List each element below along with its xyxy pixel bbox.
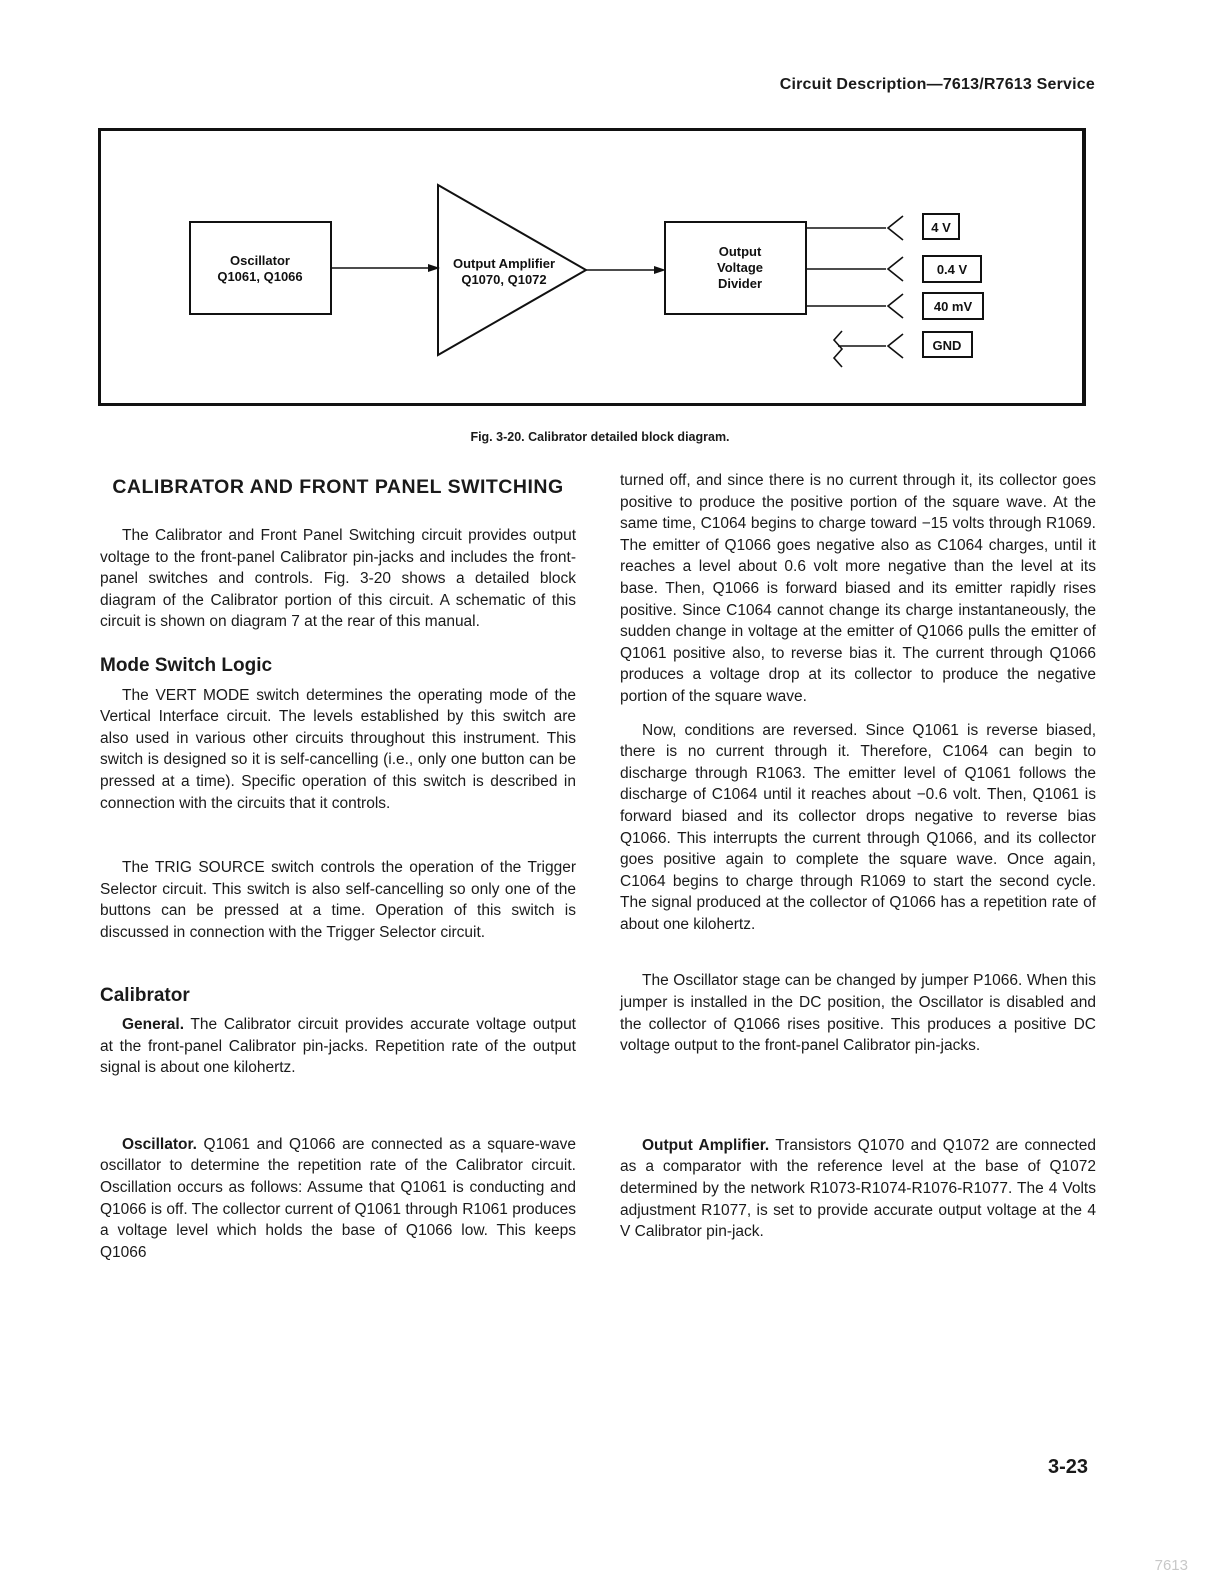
- mode-switch-logic-heading: Mode Switch Logic: [100, 654, 273, 676]
- running-header: Circuit Description—7613/R7613 Service: [779, 76, 1095, 93]
- oscillator-lead: Oscillator.: [122, 1135, 197, 1153]
- output-voltage-divider-block: [665, 222, 806, 314]
- jack-label-0-4v: [923, 256, 981, 282]
- output-line-4v: [806, 216, 903, 240]
- divider-label-output: Output: [718, 244, 762, 259]
- oscillator-block: [190, 222, 331, 314]
- ground-line: [834, 331, 903, 367]
- jumper-paragraph: The Oscillator stage can be changed by jumper P1066. When this jumper is installed in the DC position, the Oscillator is disabled and the collector of Q1066 rises positive. This produces a positive DC voltage output to the front-panel Calibrator pin-jacks.: [620, 972, 1096, 1055]
- output-amplifier-paragraph: [620, 1135, 1096, 1243]
- output-amplifier-lead: Output Amplifier.: [642, 1136, 770, 1154]
- svg-text:GND: GND: [932, 338, 962, 353]
- arrow-oscillator-to-amplifier: [331, 264, 440, 272]
- svg-text:4 V: 4 V: [931, 220, 951, 235]
- calibrator-heading: Calibrator: [100, 984, 190, 1006]
- general-lead: General.: [122, 1016, 185, 1034]
- jack-label-4v: [923, 214, 959, 239]
- trig-source-paragraph: The TRIG SOURCE switch controls the operation of the Trigger Selector circuit. This switch is also self-cancelling so only one of the buttons can be pressed at a time. Operation of this switch is discussed in connection with the Trigger Selector circuit.: [100, 859, 576, 941]
- oscillator-continued-paragraph: turned off, and since there is no current through it, its collector goes positive to produce the positive portion of the square wave. At the same time, C1064 begins to charge toward −15 volts through R1069. The emitter of Q1066 goes negative also as C1064 charges, until it reaches a level about 0.6 volt more negative than the level at its base. Then, Q1066 is forward biased and its emitter rapidly rises positive. Since C1064 cannot change its charge instantaneously, the sudden change in voltage at the emitter of Q1066 pulls the emitter of Q1061 positive also, to reverse bias it. The current through Q1066 produces a voltage drop at its collector to produce the negative portion of the square wave.: [620, 472, 1096, 705]
- arrow-amplifier-to-divider: [586, 266, 666, 274]
- general-paragraph: [100, 1014, 576, 1079]
- general-text: The Calibrator circuit provides accurate voltage output at the front-panel Calibrator pin-jacks. Repetition rate of the output signal is about one kilohertz.: [100, 1016, 576, 1077]
- left-column: [100, 470, 576, 1263]
- svg-text:0.4 V: 0.4 V: [936, 262, 968, 277]
- oscillator-text: Q1061 and Q1066 are connected as a square-wave oscillator to determine the repetition rate of the Calibrator circuit. Oscillation occurs as follows: Assume that Q1061 is conducting and Q1066 is off. The collector current of Q1061 through R1061 produces a voltage level which holds the base of Q1066 low. This keeps Q1066: [100, 1135, 576, 1261]
- section-heading: CALIBRATOR AND FRONT PANEL SWITCHING: [112, 476, 564, 498]
- calibrator-block-diagram: [98, 128, 1090, 410]
- divider-label-divider: Divider: [717, 276, 763, 291]
- output-line-40mv: [806, 294, 903, 318]
- divider-label-voltage: Voltage: [717, 260, 763, 275]
- block-diagram-frame: [98, 128, 1086, 406]
- right-column: [620, 470, 1096, 1243]
- output-amplifier-text: Transistors Q1070 and Q1072 are connected as a comparator with the reference level at the base of Q1072 determined by the network R1073-R1074-R1076-R1077. The 4 Volts adjustment R1077, is set to provide accurate output voltage at the 4 V Calibrator pin-jack.: [620, 1136, 1096, 1241]
- svg-text:40 mV: 40 mV: [933, 299, 973, 314]
- jack-label-40mv: [923, 293, 983, 319]
- ground-symbol-icon: [834, 331, 842, 367]
- reversed-conditions-paragraph: Now, conditions are reversed. Since Q1061 is reverse biased, there is no current through it. Therefore, C1064 can begin to discharge through R1063. The emitter level of Q1061 follows the discharge of C1064 until it reaches about −0.6 volt. Then, Q1061 is forward biased and its collector drops negative to reverse bias Q1066. This interrupts the current through Q1066, and its collector goes positive again to complete the square wave. Once again, C1064 begins to charge through R1069 to start the second cycle. The signal produced at the collector of Q1066 has a repetition rate of about one kilohertz.: [620, 721, 1096, 933]
- page-number: 3-23: [1047, 1456, 1088, 1478]
- intro-paragraph: The Calibrator and Front Panel Switching circuit provides output voltage to the front-panel Calibrator pin-jacks and includes the front-panel switches and controls. Fig. 3-20 shows a detailed block diagram of the Calibrator portion of this circuit. A schematic of this circuit is shown on diagram 7 at the rear of this manual.: [100, 527, 576, 631]
- figure-caption: Fig. 3-20. Calibrator detailed block diagram.: [470, 430, 730, 444]
- amplifier-transistors-label: Q1070, Q1072: [461, 272, 547, 287]
- watermark: 7613: [1154, 1557, 1188, 1574]
- output-line-0-4v: [806, 257, 903, 281]
- output-amplifier-label: Output Amplifier: [452, 256, 556, 271]
- oscillator-label: Oscillator: [230, 253, 290, 268]
- oscillator-transistors-label: Q1061, Q1066: [217, 269, 303, 284]
- vert-mode-paragraph: The VERT MODE switch determines the operating mode of the Vertical Interface circuit. The levels established by this switch are also used in various other circuits throughout this instrument. This switch is designed so it is self-cancelling (i.e., only one button can be pressed at a time). Specific operation of this switch is described in connection with the circuits that it controls.: [100, 686, 576, 812]
- jack-label-gnd: [923, 332, 972, 357]
- oscillator-paragraph: [100, 1134, 576, 1264]
- output-amplifier-block: [438, 185, 586, 355]
